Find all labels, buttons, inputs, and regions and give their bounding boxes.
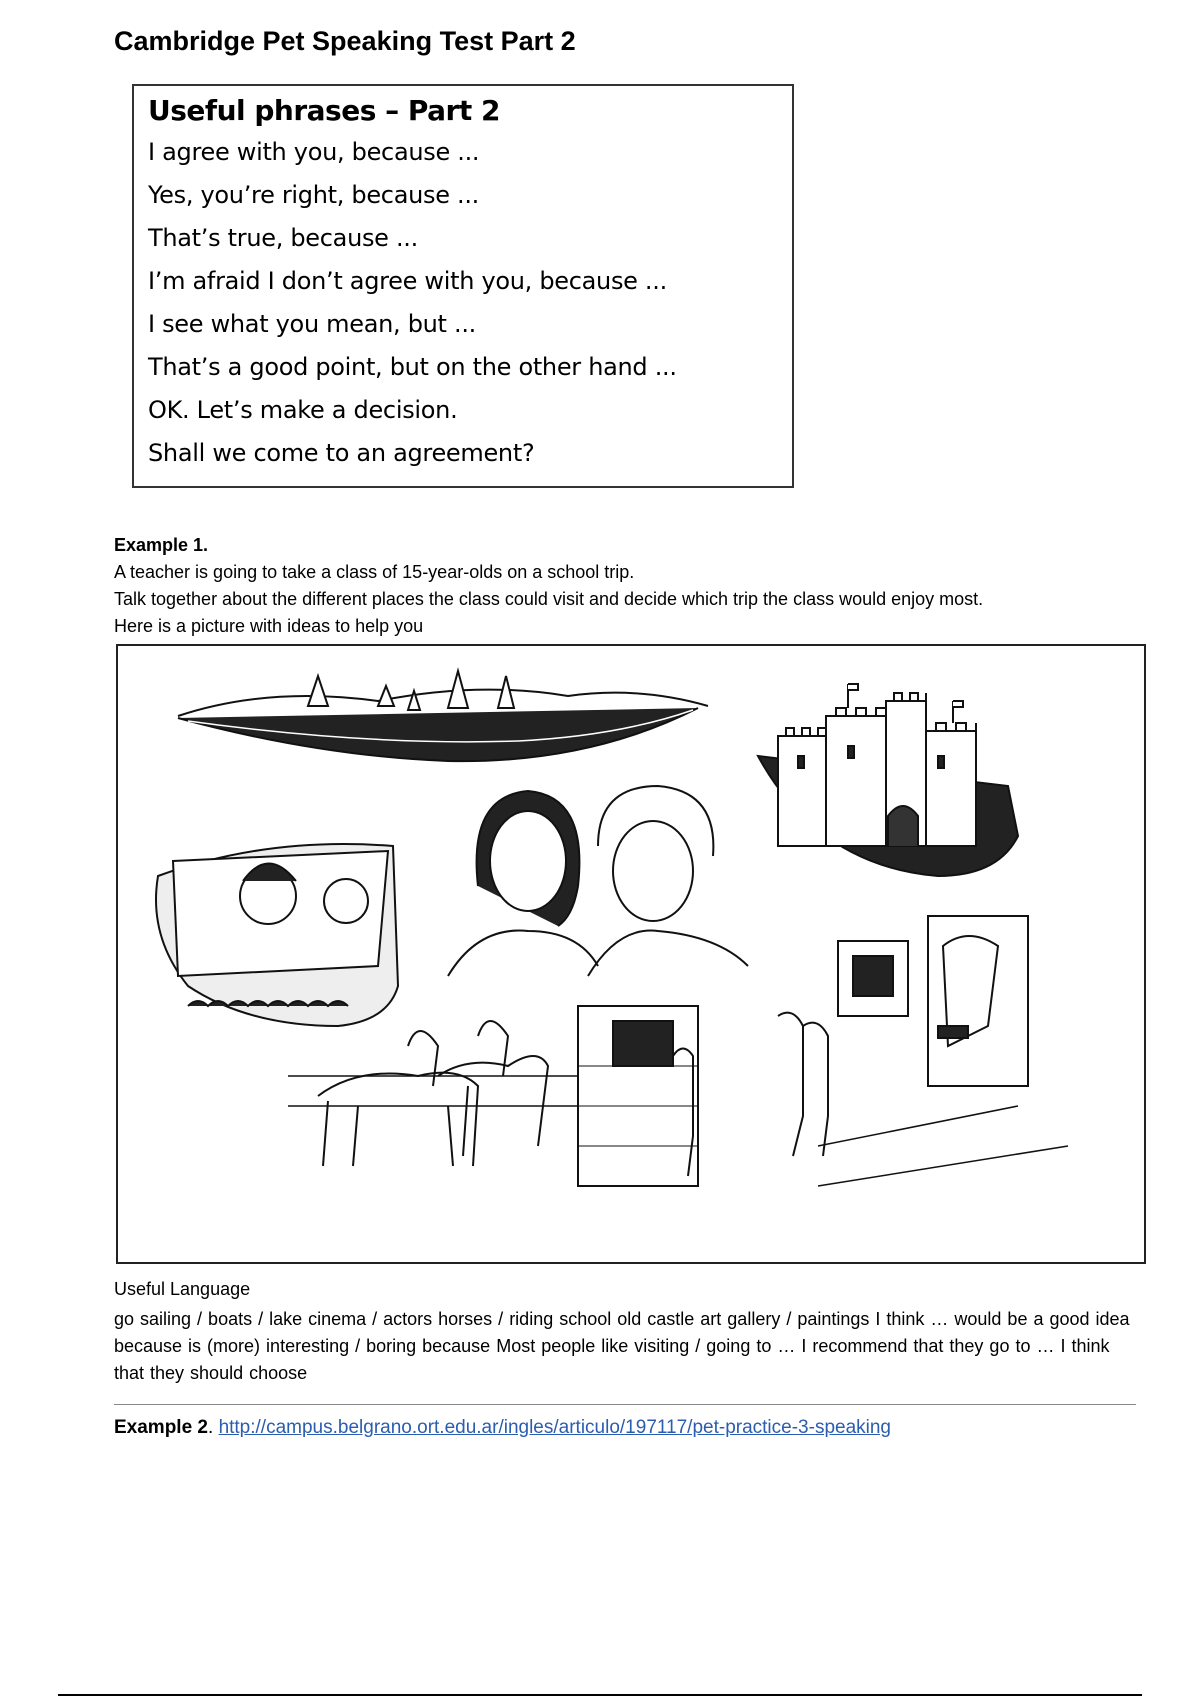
useful-phrases-box (132, 84, 794, 488)
example-2-label: Example 2 (114, 1417, 208, 1438)
phrase-item: I agree with you, because ... (148, 138, 480, 166)
useful-language-text: go sailing / boats / lake cinema / actors horses / riding school old castle art gallery / paintings I think … would be a good idea because is (more) interesting / boring because Most people like visiting / going to … I recommend that they go to … I think that they should choose (114, 1309, 1130, 1383)
useful-language-label: Useful Language (114, 1279, 251, 1299)
page-title: Cambridge Pet Speaking Test Part 2 (114, 26, 576, 56)
cinema-illustration (156, 844, 398, 1026)
example-1-line: Here is a picture with ideas to help you (114, 616, 424, 636)
example-2-separator: . (208, 1417, 219, 1438)
horse-riding-illustration (288, 1006, 698, 1186)
phrase-item: Yes, you’re right, because ... (148, 181, 480, 209)
footer-rule (58, 1694, 1142, 1696)
phrase-item: Shall we come to an agreement? (148, 439, 535, 467)
example-1-line: A teacher is going to take a class of 15-year-olds on a school trip. (114, 562, 635, 582)
phrase-item: That’s a good point, but on the other hand ... (148, 353, 677, 381)
example-2-link[interactable]: http://campus.belgrano.ort.edu.ar/ingles/articulo/197117/pet-practice-3-speaking (218, 1417, 891, 1438)
art-gallery-illustration (778, 916, 1068, 1186)
example-2 (114, 1417, 891, 1439)
phrase-item: That’s true, because ... (148, 224, 418, 252)
lake-sailing-illustration (178, 671, 708, 761)
phrase-item: OK. Let’s make a decision. (148, 396, 458, 424)
example-1-label: Example 1. (114, 535, 209, 555)
phrase-item: I’m afraid I don’t agree with you, because ... (148, 267, 667, 295)
example-1-line: Talk together about the different places the class could visit and decide which trip the class would enjoy most. (114, 589, 984, 609)
section-divider (114, 1404, 1136, 1405)
castle-illustration (758, 684, 1018, 876)
useful-phrases-heading: Useful phrases – Part 2 (148, 94, 500, 127)
teenagers-illustration (448, 786, 748, 976)
school-trip-illustration (116, 644, 1146, 1264)
phrase-item: I see what you mean, but ... (148, 310, 476, 338)
